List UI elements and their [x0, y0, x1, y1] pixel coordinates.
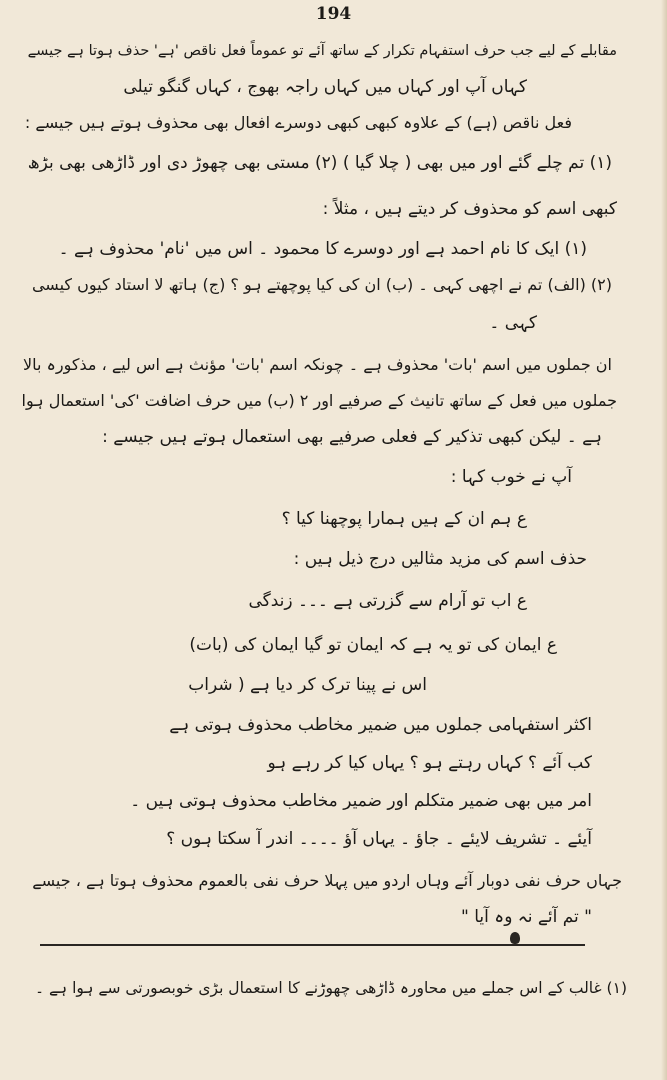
text-line-1: مقابلے کے لیے جب حرف استفہام تکرار کے ساتھ آئے تو عموماً فعل ناقص 'ہے' حذف ہوتا ہے جیسے: [27, 43, 617, 59]
text-line-2: کہاں آپ اور کہاں میں کہاں راجہ بھوج ، کہاں گنگو تیلی: [123, 77, 527, 97]
text-line-14: حذف اسم کی مزید مثالیں درج ذیل ہیں :: [293, 549, 587, 569]
text-line-15: ع اب تو آرام سے گزرتی ہے ۔۔۔ زندگی: [248, 591, 527, 611]
page-number: 194: [315, 4, 352, 24]
footnote: (۱) غالب کے اس جملے میں محاورہ ڈاڑھی چھوڑنے کا استعمال بڑی خوبصورتی سے ہوا ہے ۔: [34, 979, 627, 997]
text-line-11: ہے ۔ لیکن کبھی تذکیر کے فعلی صرفیے بھی استعمال ہوتے ہیں جیسے :: [102, 427, 602, 447]
text-line-9: ان جملوں میں اسم 'بات' محذوف ہے ۔ چونکہ اسم 'بات' مؤنث ہے اس لیے ، مذکورہ بالا: [23, 355, 612, 374]
text-line-20: امر میں بھی ضمیر متکلم اور ضمیر مخاطب محذوف ہوتی ہیں ۔: [130, 791, 592, 811]
text-line-10: جملوں میں فعل کے ساتھ تانیث کے صرفیے اور ۲ (ب) میں حرف اضافت 'کی' استعمال ہوا: [21, 391, 617, 410]
text-line-23: " تم آئے نہ وہ آیا ": [460, 907, 592, 927]
text-line-7: (۲) (الف) تم نے اچھی کہی ۔ (ب) ان کی کیا پوچھتے ہو ؟ (ج) ہاتھ لا استاد کیوں کیسی: [31, 275, 612, 294]
text-line-19: کب آئے ؟ کہاں رہتے ہو ؟ یہاں کیا کر رہے ہو: [267, 753, 592, 773]
text-line-13: ع ہم ان کے ہیں ہمارا پوچھنا کیا ؟: [281, 509, 527, 529]
text-line-22: جہاں حرف نفی دوبار آئے وہاں اردو میں پہلا حرف نفی بالعموم محذوف ہوتا ہے ، جیسے: [32, 871, 622, 890]
text-line-5: کبھی اسم کو محذوف کر دیتے ہیں ، مثلاً :: [322, 199, 617, 219]
text-line-6: (۱) ایک کا نام احمد ہے اور دوسرے کا محمود ۔ اس میں 'نام' محذوف ہے ۔: [58, 239, 587, 259]
text-line-17: اس نے پینا ترک کر دیا ہے ( شراب: [188, 675, 427, 695]
ornament-mark: [510, 932, 520, 944]
text-line-8: کہی ۔: [489, 313, 537, 333]
text-line-18: اکثر استفہامی جملوں میں ضمیر مخاطب محذوف ہوتی ہے: [169, 715, 592, 735]
footnote-divider: [40, 944, 585, 946]
page-edge: [661, 0, 667, 1080]
text-line-16: ع ایمان کی تو یہ ہے کہ ایمان تو گیا ایمان کی (بات): [189, 635, 557, 655]
text-line-21: آیئے ۔ تشریف لایئے ۔ جاؤ ۔ یہاں آؤ ۔۔۔۔ اندر آ سکتا ہوں ؟: [166, 829, 592, 849]
text-line-12: آپ نے خوب کہا :: [450, 467, 572, 487]
text-line-4: (۱) تم چلے گئے اور میں بھی ( چلا گیا ) (۲) مستی بھی چھوڑ دی اور ڈاڑھی بھی بڑھ: [27, 153, 612, 173]
text-line-3: فعل ناقص (ہے) کے علاوہ کبھی کبھی دوسرے افعال بھی محذوف ہوتے ہیں جیسے :: [24, 113, 572, 132]
